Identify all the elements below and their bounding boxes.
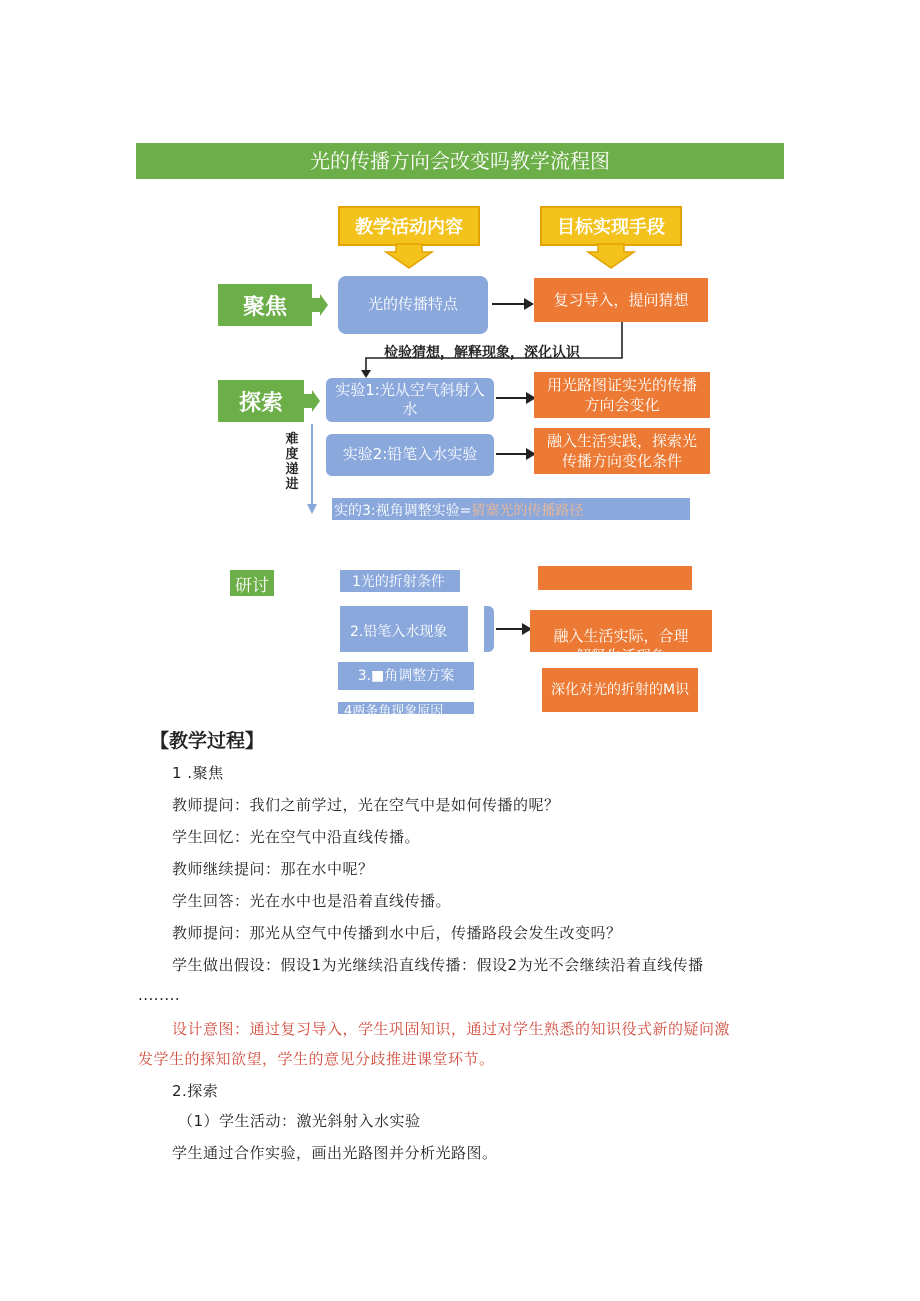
header-activity-content: 教学活动内容 (338, 206, 480, 246)
right-arrow-icon (496, 392, 536, 404)
right-arrow-icon (492, 298, 534, 310)
discuss-item-2: 2.铅笔入水现象 (340, 606, 468, 652)
discuss-goal-2-box: 深化对光的折射的M识 (542, 668, 698, 712)
experiment-3-goal-text: 猜寨光的传播路径 (471, 503, 584, 519)
experiment-3-bar (332, 498, 690, 520)
discuss-goal-1-text-cut: 解释生活现象 (575, 647, 666, 665)
down-arrow-icon (386, 244, 432, 268)
experiment-1-box: 实验1:光从空气斜射入水 (326, 378, 494, 422)
process-line-6-ellipsis: ........ (138, 986, 181, 1004)
section-1-title: 1 .聚焦 (172, 764, 224, 782)
design-intent-line-1: 设计意图：通过复习导入，学生巩固知识，通过对学生熟悉的知识役式新的疑问激 (172, 1020, 731, 1038)
discuss-goal-bar (538, 566, 692, 590)
discuss-goal-1-box (530, 610, 712, 665)
process-line-5: 教师提问：那光从空气中传播到水中后，传播路段会发生改变吗？ (172, 924, 622, 942)
stage-discuss-label: 研讨 (230, 570, 274, 596)
process-line-1: 教师提问：我们之前学过，光在空气中是如何传播的呢？ (172, 796, 560, 814)
process-heading: 【教学过程】 (150, 730, 265, 752)
section-2-title: 2.探索 (172, 1082, 219, 1100)
bracket-shape (484, 606, 494, 652)
design-intent-line-2: 发学生的探知欲望，学生的意见分歧推进课堂环节。 (138, 1050, 495, 1068)
section-2-text: 学生通过合作实验，画出光路图并分析光路图。 (172, 1144, 498, 1162)
right-arrow-icon (304, 390, 320, 412)
experiment-3-text: 实的3:视角调整实验= (334, 503, 472, 519)
experiment-2-goal: 融入生活实践，探索光传播方向变化条件 (534, 428, 710, 474)
right-arrow-icon (496, 448, 536, 460)
process-line-4: 学生回答：光在水中也是沿着直线传播。 (172, 892, 452, 910)
focus-goal-box: 复习导入，提问猜想 (534, 278, 708, 322)
difficulty-label: 难度递进 (285, 432, 299, 492)
section-2-subtitle: （1）学生活动：激光斜射入水实验 (178, 1112, 421, 1130)
focus-activity-box: 光的传播特点 (338, 276, 488, 334)
experiment-2-box: 实验2:铅笔入水实验 (326, 434, 494, 476)
flowchart-title: 光的传播方向会改变吗教学流程图 (136, 143, 784, 179)
discuss-item-1: 1光的折射条件 (340, 570, 460, 592)
experiment-1-goal: 用光路图证实光的传播方向会变化 (534, 372, 710, 418)
stage-explore-label: 探索 (218, 380, 304, 422)
header-goal-means: 目标实现手段 (540, 206, 682, 246)
discuss-item-4: 4两条角现象原因 (338, 702, 474, 714)
down-arrow-icon (306, 424, 318, 514)
stage-focus-label: 聚焦 (218, 284, 312, 326)
right-arrow-icon (312, 294, 328, 316)
process-line-2: 学生回忆：光在空气中沿直线传播。 (172, 828, 421, 846)
connector-text: 检验猜想，解释现象，深化认识 (384, 345, 580, 361)
process-line-6: 学生做出假设：假设1为光继续沿直线传播：假设2为光不会继续沿着直线传播 (172, 956, 704, 974)
process-line-3: 教师继续提问：那在水中呢？ (172, 860, 374, 878)
discuss-item-3: 3.■角调整方案 (338, 662, 474, 690)
right-arrow-icon (496, 623, 532, 635)
discuss-goal-1-text: 融入生活实际，合理 (553, 627, 689, 645)
down-arrow-icon (588, 244, 634, 268)
